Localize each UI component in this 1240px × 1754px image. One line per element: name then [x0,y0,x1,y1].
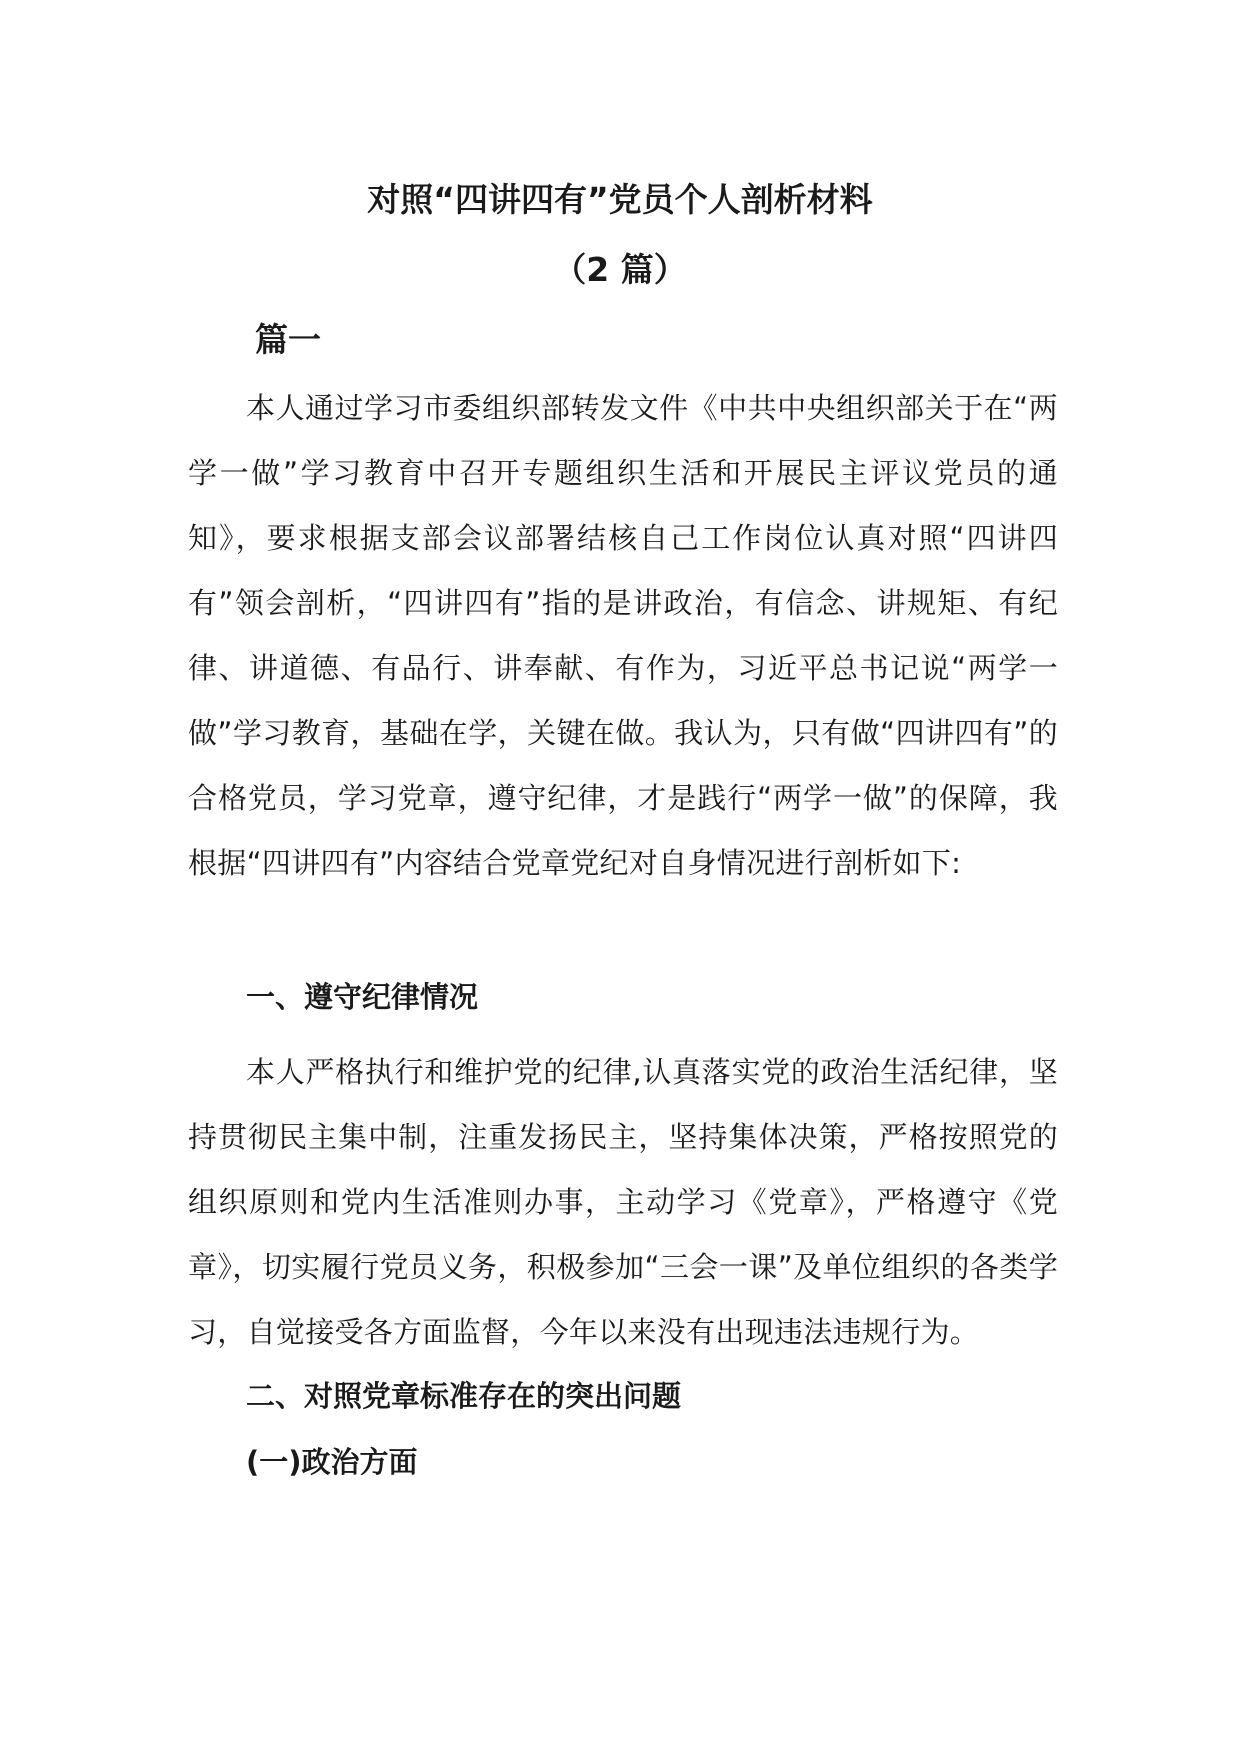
document-subtitle: （2 篇） [553,250,687,289]
heading-discipline: 一、遵守纪律情况 [246,980,479,1014]
paragraph-introduction: 本人通过学习市委组织部转发文件《中共中央组织部关于在“两学一做”学习教育中召开专题组织生活和开展民主评议党员的通知》，要求根据支部会议部署结核自己工作岗位认真对照“四讲四有”领会剖析，“四讲四有”指的是讲政治，有信念、讲规矩、有纪律、讲道德、有品行、讲奉献、有作为，习近平总书记说“两学一做”学习教育，基础在学，关键在做。我认为，只有做“四讲四有”的合格党员，学习党章，遵守纪律，才是践行“两学一做”的保障，我根据“四讲四有”内容结合党章党纪对自身情况进行剖析如下: [188,391,1058,880]
heading-problems: 二、对照党章标准存在的突出问题 [246,1379,682,1413]
part-label: 篇一 [255,320,321,359]
paragraph-discipline: 本人严格执行和维护党的纪律,认真落实党的政治生活纪律，坚持贯彻民主集中制，注重发扬民主，坚持集体决策，严格按照党的组织原则和党内生活准则办事，主动学习《党章》，严格遵守《党章》，切实履行党员义务，积极参加“三会一课”及单位组织的各类学习，自觉接受各方面监督，今年以来没有出现违法违规行为。 [188,1055,1058,1349]
document-title: 对照“四讲四有”党员个人剖析材料 [367,180,873,219]
heading-political: (一)政治方面 [246,1445,418,1479]
